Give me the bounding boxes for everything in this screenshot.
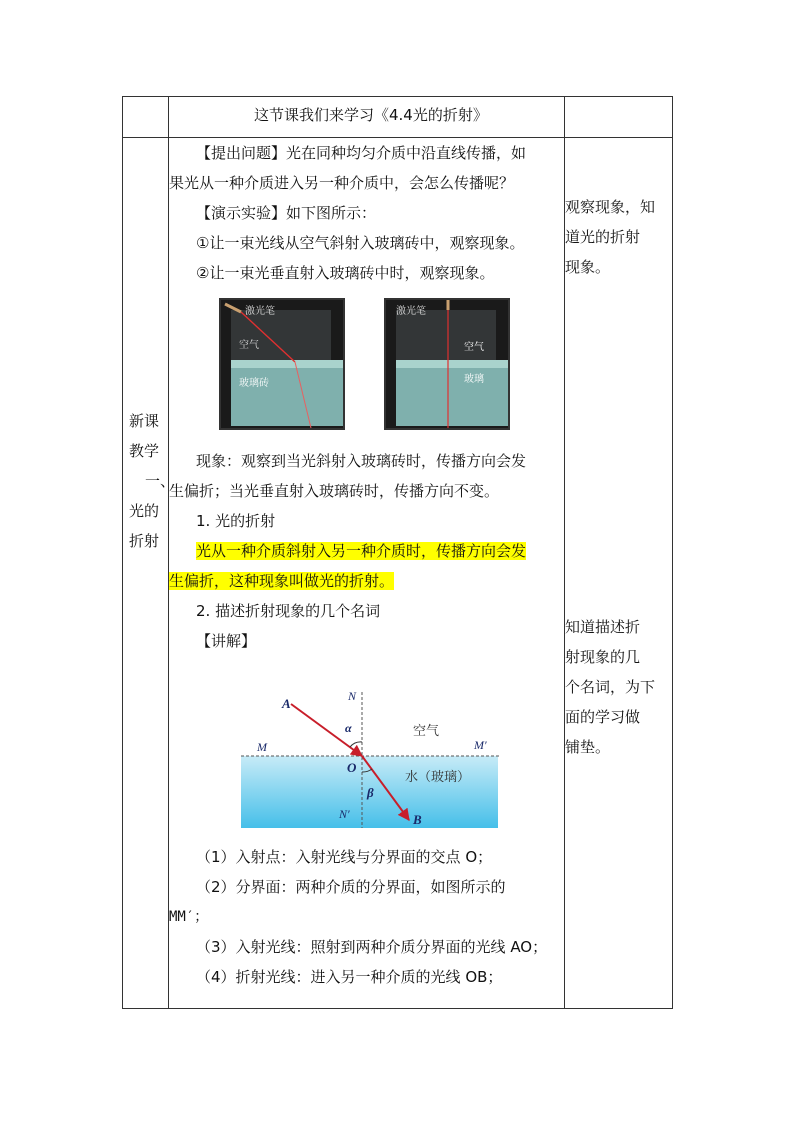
note-line: 道光的折射 xyxy=(565,228,641,246)
intro-text: 这节课我们来学习《4.4光的折射》 xyxy=(254,106,488,124)
refraction-diagram xyxy=(169,656,564,842)
note-line: 面的学习做 xyxy=(565,708,641,726)
point-b-label: B xyxy=(413,812,422,827)
paragraph: 【讲解】 xyxy=(196,632,257,650)
paragraph: 【提出问题】光在同种均匀介质中沿直线传播，如 xyxy=(196,144,527,162)
paragraph: 生偏折；当光垂直射入玻璃砖时，传播方向不变。 xyxy=(169,482,500,500)
normal-n2-label: N′ xyxy=(339,807,350,821)
paragraph: ①让一束光线从空气斜射入玻璃砖中，观察现象。 xyxy=(196,234,525,252)
point-m-label: M xyxy=(257,740,267,754)
term-line: （2）分界面：两种介质的分界面，如图所示的 xyxy=(196,878,506,896)
cell-intro xyxy=(169,97,565,138)
experiment-photos xyxy=(169,298,564,446)
water-label: 水（玻璃） xyxy=(405,770,471,785)
term-line: （3）入射光线：照射到两种介质分界面的光线 AO； xyxy=(196,938,548,956)
label-air: 空气 xyxy=(239,340,259,351)
label-air: 空气 xyxy=(464,342,484,353)
label-glass: 玻璃 xyxy=(464,374,484,385)
alpha-label: α xyxy=(345,721,352,735)
label-line: 新课 xyxy=(129,412,160,430)
normal-n-label: N xyxy=(348,689,357,703)
definition-line xyxy=(169,566,564,596)
highlighted-definition: 生偏折，这种现象叫做光的折射。 xyxy=(169,572,395,590)
highlighted-definition: 光从一种介质斜射入另一种介质时，传播方向会发 xyxy=(196,542,527,560)
paragraph: 2. 描述折射现象的几个名词 xyxy=(196,602,381,620)
angle-alpha-arc xyxy=(350,742,362,747)
paragraph: 现象：观察到当光斜射入玻璃砖时，传播方向会发 xyxy=(196,452,527,470)
label-line: 教学 xyxy=(129,442,160,460)
note-line: 知道描述折 xyxy=(565,618,641,636)
beta-label: β xyxy=(367,785,374,800)
note-line: 现象。 xyxy=(565,258,611,276)
cell-section-label xyxy=(123,138,176,1009)
refraction-svg xyxy=(169,656,559,842)
paragraph: 【演示实验】如下图所示： xyxy=(196,204,377,222)
term-line: （4）折射光线：进入另一种介质的光线 OB； xyxy=(196,968,503,986)
lesson-table xyxy=(122,96,673,1009)
vertical-scene xyxy=(386,300,508,428)
term-line: MM′； xyxy=(169,909,209,925)
term-line: （1）入射点：入射光线与分界面的交点 O； xyxy=(196,848,493,866)
label-pen: 激光笔 xyxy=(245,306,275,317)
label-pen: 激光笔 xyxy=(396,306,426,317)
paragraph: 1. 光的折射 xyxy=(196,512,276,530)
label-line: 折射 xyxy=(129,532,160,550)
photo-oblique xyxy=(219,298,345,430)
air-label: 空气 xyxy=(413,724,440,739)
label-glass: 玻璃砖 xyxy=(239,378,269,389)
point-a-label: A xyxy=(282,696,291,711)
cell-content xyxy=(169,138,565,1009)
point-m2-label: M′ xyxy=(474,738,487,752)
definition-line xyxy=(169,536,564,566)
note-line: 观察现象，知 xyxy=(565,198,656,216)
table-row xyxy=(123,138,673,1009)
label-line: 一、 xyxy=(145,472,176,490)
paragraph: ②让一束光垂直射入玻璃砖中时，观察现象。 xyxy=(196,264,495,282)
cell-notes xyxy=(565,138,673,1009)
note-line: 射现象的几 xyxy=(565,648,641,666)
note-line: 铺垫。 xyxy=(565,738,611,756)
point-o-label: O xyxy=(347,760,357,775)
table-row xyxy=(123,97,673,138)
cell-empty-right xyxy=(565,97,673,138)
cell-empty-left xyxy=(123,97,169,138)
oblique-scene xyxy=(221,300,343,428)
photo-vertical xyxy=(384,298,510,430)
paragraph: 果光从一种介质进入另一种介质中，会怎么传播呢？ xyxy=(169,174,515,192)
label-line: 光的 xyxy=(129,502,160,520)
note-line: 个名词，为下 xyxy=(565,678,656,696)
